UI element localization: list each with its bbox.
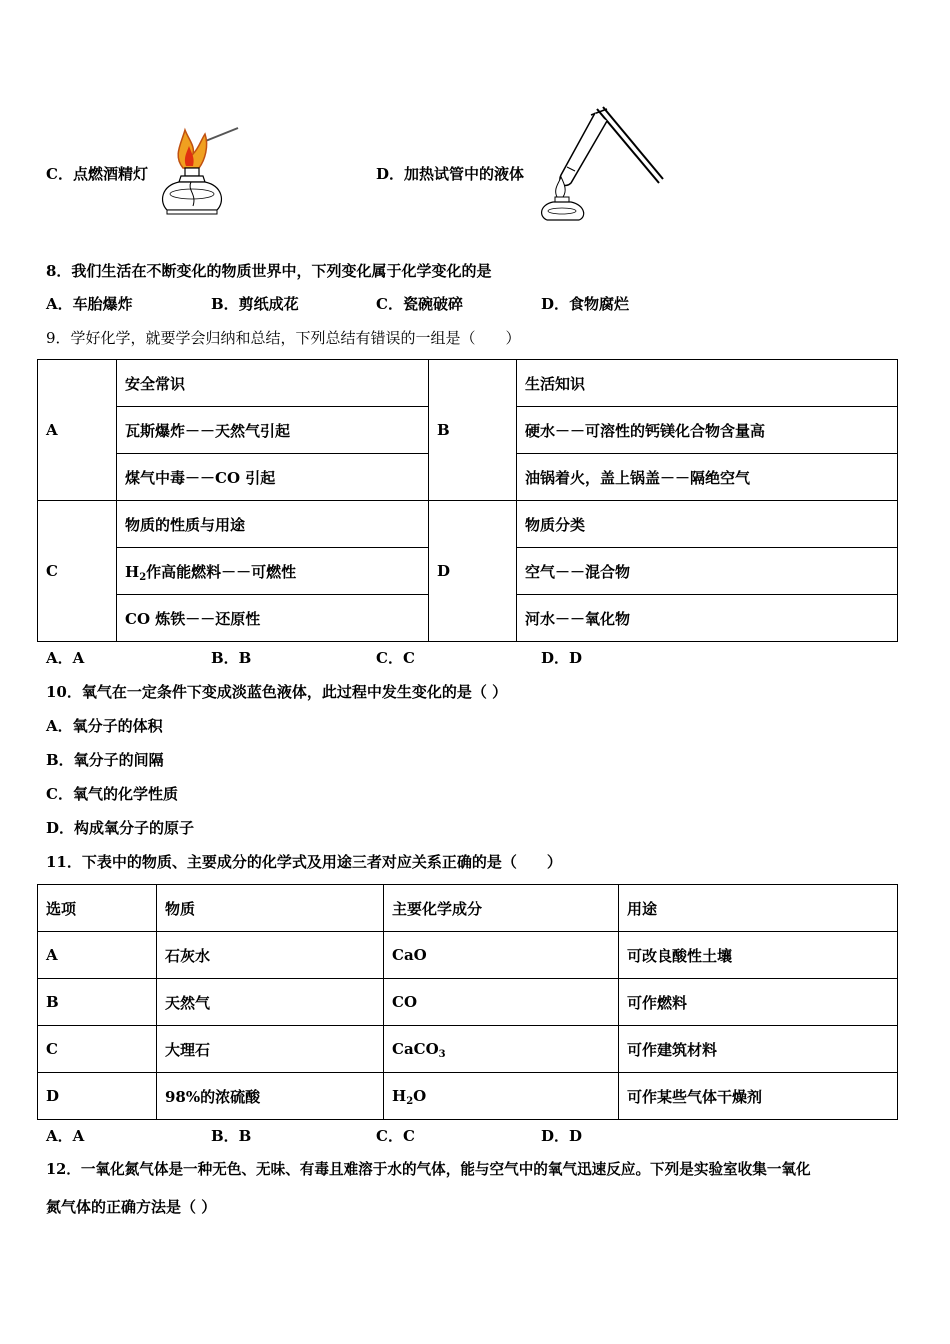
q9-table <box>37 359 898 642</box>
q9-cell-d-item-1: 空气－－混合物 <box>517 548 898 595</box>
formula-rest: 作高能燃料－－可燃性 <box>146 562 297 581</box>
q9-cell-a-item-2: 煤气中毒－－CO 引起 <box>117 454 429 501</box>
row-c-formula <box>384 1026 619 1073</box>
q9-option-b: B．B <box>211 649 252 667</box>
row-b-option: B <box>38 979 157 1026</box>
row-a-use: 可改良酸性土壤 <box>619 932 898 979</box>
row-d-option: D <box>38 1073 157 1120</box>
formula-o: O <box>413 1087 427 1105</box>
table-row <box>38 1073 898 1120</box>
row-b-formula: CO <box>384 979 619 1026</box>
subscript-3: 3 <box>438 1049 446 1060</box>
row-d-use: 可作某些气体干燥剂 <box>619 1073 898 1120</box>
q11-option-a: A．A <box>46 1127 85 1145</box>
table-row <box>38 932 898 979</box>
heating-test-tube-icon <box>535 105 665 223</box>
q9-option-c: C．C <box>376 649 415 667</box>
q8-option-c: C．瓷碗破碎 <box>376 295 463 313</box>
q10-option-d: D．构成氧分子的原子 <box>46 819 195 837</box>
q11-option-c: C．C <box>376 1127 415 1145</box>
row-d-substance: 98%的浓硫酸 <box>157 1073 384 1120</box>
q8-option-b: B．剪纸成花 <box>211 295 299 313</box>
q8-option-d: D．食物腐烂 <box>541 295 630 313</box>
row-b-use: 可作燃料 <box>619 979 898 1026</box>
q10-stem: 10．氧气在一定条件下变成淡蓝色液体，此过程中发生变化的是（ ） <box>46 683 508 701</box>
subscript-2: 2 <box>139 571 147 583</box>
q9-cell-a-item-1: 瓦斯爆炸－－天然气引起 <box>117 407 429 454</box>
q9-cell-d-title: 物质分类 <box>517 501 898 548</box>
q10-option-b: B．氧分子的间隔 <box>46 751 164 769</box>
q9-cell-d-item-2: 河水－－氧化物 <box>517 595 898 642</box>
q9-cell-c-item-1 <box>117 548 429 595</box>
row-c-use: 可作建筑材料 <box>619 1026 898 1073</box>
row-c-substance: 大理石 <box>157 1026 384 1073</box>
q9-option-d: D．D <box>541 649 583 667</box>
q9-cell-b-title: 生活知识 <box>517 360 898 407</box>
q9-cell-a-title: 安全常识 <box>117 360 429 407</box>
subscript-2: 2 <box>406 1096 414 1107</box>
q11-option-b: B．B <box>211 1127 252 1145</box>
q10-option-a: A．氧分子的体积 <box>46 717 163 735</box>
q9-cell-c-item-2: CO 炼铁－－还原性 <box>117 595 429 642</box>
q12-stem-line-1: 12．一氧化氮气体是一种无色、无味、有毒且难溶于水的气体，能与空气中的氧气迅速反应。下列是实验室收集一氧化 <box>46 1161 811 1178</box>
q7-option-d: D．加热试管中的液体 <box>376 165 525 183</box>
row-d-formula <box>384 1073 619 1120</box>
header-formula: 主要化学成分 <box>384 885 619 932</box>
q11-table <box>37 884 898 1120</box>
header-use: 用途 <box>619 885 898 932</box>
header-option: 选项 <box>38 885 157 932</box>
table-header-row <box>38 885 898 932</box>
formula-caco: CaCO <box>392 1040 439 1058</box>
q11-option-d: D．D <box>541 1127 583 1145</box>
q8-option-a: A．车胎爆炸 <box>46 295 133 313</box>
alcohol-lamp-lighting-icon <box>155 120 245 220</box>
q8-stem: 8．我们生活在不断变化的物质世界中，下列变化属于化学变化的是 <box>46 262 492 280</box>
q9-cell-c-label: C <box>38 501 117 642</box>
q10-option-c: C．氧气的化学性质 <box>46 785 178 803</box>
row-a-option: A <box>38 932 157 979</box>
q9-option-a: A．A <box>46 649 85 667</box>
table-row <box>38 979 898 1026</box>
row-b-substance: 天然气 <box>157 979 384 1026</box>
q9-stem: 9．学好化学，就要学会归纳和总结，下列总结有错误的一组是（ ） <box>46 329 521 347</box>
q11-stem: 11．下表中的物质、主要成分的化学式及用途三者对应关系正确的是（ ） <box>46 853 562 871</box>
header-substance: 物质 <box>157 885 384 932</box>
q9-cell-c-title: 物质的性质与用途 <box>117 501 429 548</box>
q9-cell-b-item-2: 油锅着火，盖上锅盖－－隔绝空气 <box>517 454 898 501</box>
formula-h: H <box>125 562 140 581</box>
q9-cell-b-label: B <box>429 360 517 501</box>
q9-cell-b-item-1: 硬水－－可溶性的钙镁化合物含量高 <box>517 407 898 454</box>
q9-cell-a-label: A <box>38 360 117 501</box>
table-row <box>38 1026 898 1073</box>
q7-option-c: C．点燃酒精灯 <box>46 165 148 183</box>
formula-h: H <box>392 1087 407 1105</box>
row-c-option: C <box>38 1026 157 1073</box>
q12-stem-line-2: 氮气体的正确方法是（ ） <box>46 1198 217 1216</box>
q9-cell-d-label: D <box>429 501 517 642</box>
row-a-formula: CaO <box>384 932 619 979</box>
row-a-substance: 石灰水 <box>157 932 384 979</box>
